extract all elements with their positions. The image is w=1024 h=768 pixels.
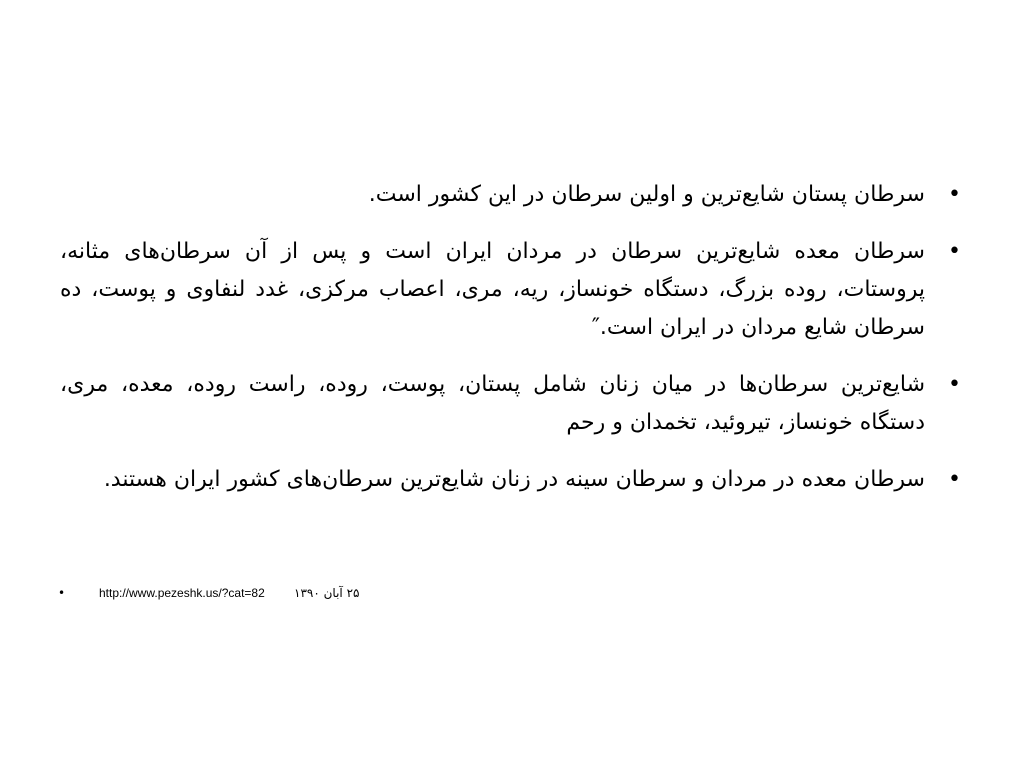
bullet-text: سرطان پستان شایع‌ترین و اولین سرطان در این کشور است.: [368, 182, 925, 207]
source-link[interactable]: http://www.pezeshk.us/?cat=82: [99, 586, 265, 600]
bullet-text: شایع‌ترین سرطان‌ها در میان زنان شامل پستان، پوست، روده، راست روده، معده، مری، دستگاه خونساز، تیروئید، تخمدان و رحم: [60, 372, 925, 435]
bullet-list: [60, 176, 965, 518]
bullet-item-breast-cancer: [60, 176, 965, 214]
bullet-marker: •: [948, 182, 961, 207]
source-date: ۲۵ آبان ۱۳۹۰: [294, 586, 360, 600]
bullet-item-common-cancers-women: [60, 366, 965, 442]
bullet-text: سرطان معده شایع‌ترین سرطان در مردان ایران است و پس از آن سرطان‌های مثانه، پروستات، روده بزرگ، دستگاه خونساز، ریه، مری، اعصاب مرکزی، غدد لنفاوی و پوست، ده سرطان شایع مردان در ایران است.″: [60, 239, 925, 340]
source-marker: •: [58, 586, 66, 600]
bullet-item-stomach-cancer-men: [60, 233, 965, 347]
bullet-marker: •: [948, 372, 961, 397]
bullet-marker: •: [948, 239, 961, 264]
bullet-marker: •: [948, 467, 961, 492]
bullet-text: سرطان معده در مردان و سرطان سینه در زنان شایع‌ترین سرطان‌های کشور ایران هستند.: [103, 467, 925, 492]
bullet-item-summary: [60, 461, 965, 499]
